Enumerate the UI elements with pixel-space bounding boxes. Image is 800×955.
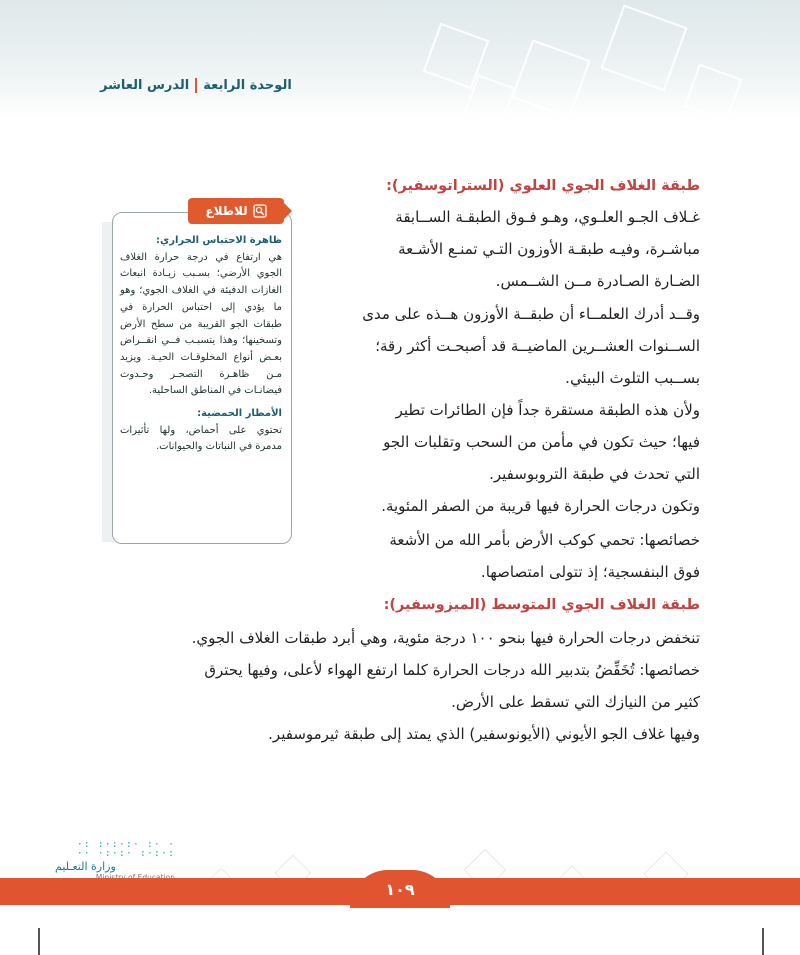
mesosphere-line: وفيها غلاف الجو الأيوني (الأيونوسفير) الذي يمتد إلى طبقة ثيرموسفير. (268, 725, 700, 743)
stratosphere-features-line: فوق البنفسجية؛ إذ تتولى امتصاصها. (480, 563, 700, 581)
stratosphere-heading: طبقة الغلاف الجوي العلوي (الستراتوسفير): (386, 178, 700, 194)
breadcrumb-lesson: الدرس العاشر (100, 78, 190, 93)
mesosphere-line: خصائصها: تُخَفِّضُ بتدبير الله درجات الحرارة كلما ارتفع الهواء لأعلى، وفيها يحترق (204, 661, 700, 679)
mesosphere-heading: طبقة الغلاف الجوي المتوسط (الميزوسفير): (383, 597, 700, 613)
magnifier-icon (253, 204, 267, 218)
stratosphere-line: التي تحدث في طبقة التروبوسفير. (489, 465, 700, 483)
stratosphere-line: بســبب التلوث البيئي. (565, 369, 700, 387)
breadcrumb (100, 78, 292, 93)
breadcrumb-unit: الوحدة الرابعة (203, 78, 292, 93)
sidebar-term-greenhouse: ظاهرة الاحتباس الحراري: (156, 235, 282, 246)
stratosphere-line: غـلاف الجـو العلـوي، وهـو فـوق الطبقـة الســابقة (395, 208, 700, 226)
ministry-logo-dots: · ·: ·:·:·: :· :·:·: ·:·:· ·· (76, 839, 175, 859)
crop-mark (38, 928, 40, 955)
stratosphere-features-line: خصائصها: تحمي كوكب الأرض بأمر الله من الأشعة (389, 531, 700, 549)
info-sidebar-content (120, 233, 282, 456)
decorative-square (684, 64, 743, 123)
ministry-name-arabic: وزارة التعـليم (55, 860, 116, 873)
stratosphere-line: فيها؛ حيث تكون في مأمن من السحب وتقلبات الجو (383, 433, 700, 451)
decorative-square (600, 4, 687, 91)
stratosphere-line: وتكون درجات الحرارة فيها قريبة من الصفر المئوية. (381, 497, 700, 515)
stratosphere-line: الســنوات العشــرين الماضيــة قد أصبحـت أكثر رقة؛ (375, 337, 700, 355)
stratosphere-line: مباشـرة، وفيـه طبقـة الأوزون التـي تمنـع الأشـعة (398, 240, 700, 258)
stratosphere-line: ولأن هذه الطبقة مستقرة جداً فإن الطائرات تطير (395, 401, 700, 419)
sidebar-term-acid-rain: الأمطار الحمضية: (197, 408, 282, 420)
stratosphere-line: الضـارة الصـادرة مــن الشــمس. (495, 272, 700, 290)
stratosphere-line: وقــد أدرك العلمــاء أن طبقــة الأوزون هــذه على مدى (362, 305, 700, 323)
info-sidebar-tab (188, 198, 284, 224)
page-number: ١٠٩ (350, 870, 450, 908)
page-header-background (0, 0, 800, 120)
mesosphere-line: تنخفض درجات الحرارة فيها بنحو ١٠٠ درجة مئوية، وهي أبرد طبقات الغلاف الجوي. (191, 629, 700, 647)
sidebar-text-greenhouse: هي ارتفاع في درجة حرارة الغلاف الجوي الأرضي؛ بسـبب زيـادة انبعاث الغازات الدفيئة في الغلاف الجوي؛ وهو ما يؤدي إلى احتباس الحرارة في طبقات الجو القريبة من سطح الأرض وتسخينها؛ وهذا يتسبـب فــي انقــراض بعـض أنواع المخلوقـات الحيـة. ويزيد مـن ظاهـرة التصحـر وحـدوث فيضانـات في المناطق الساحلية. (120, 251, 282, 397)
tab-arrow-shape (284, 203, 292, 219)
crop-mark (762, 928, 764, 955)
info-sidebar-tab-label: للاطلاع (205, 204, 248, 218)
breadcrumb-separator (195, 78, 197, 93)
decorative-square (511, 39, 590, 118)
mesosphere-line: كثير من النيازك التي تسقط على الأرض. (451, 693, 700, 711)
sidebar-text-acid-rain: تحتوي على أحماض، ولها تأثيرات مدمرة في النباتات والحيوانات. (120, 424, 282, 453)
